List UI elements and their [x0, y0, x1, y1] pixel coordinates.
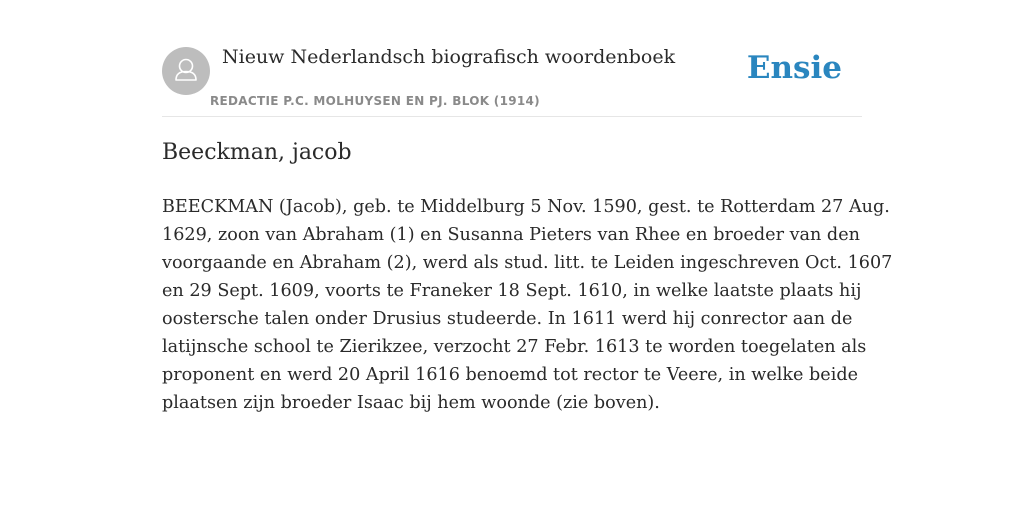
entry-text-line: en 29 Sept. 1609, voorts te Franeker 18 Sept. 1610, in welke laatste plaats hij [162, 281, 862, 301]
editors-subtitle: REDACTIE P.C. MOLHUYSEN EN PJ. BLOK (1914) [210, 94, 540, 108]
entry-body [162, 193, 893, 417]
entry-text-line: plaatsen zijn broeder Isaac bij hem woonde (zie boven). [162, 393, 660, 413]
entry-text-line: proponent en werd 20 April 1616 benoemd tot rector te Veere, in welke beide [162, 365, 859, 385]
entry-text-line: oostersche talen onder Drusius studeerde. In 1611 werd hij conrector aan de [162, 309, 853, 329]
brand-logo-link[interactable]: Ensie [746, 50, 842, 86]
entry-text-line: 1629, zoon van Abraham (1) en Susanna Pieters van Rhee en broeder van den [162, 225, 860, 245]
user-icon [162, 47, 210, 95]
entry-text-line: latijnsche school te Zierikzee, verzocht 27 Febr. 1613 te worden toegelaten als [162, 337, 867, 357]
book-title: Nieuw Nederlandsch biografisch woordenboek [222, 46, 676, 68]
entry-text-line: BEECKMAN (Jacob), geb. te Middelburg 5 Nov. 1590, gest. te Rotterdam 27 Aug. [162, 197, 890, 217]
header [162, 40, 862, 117]
entry-text-line: voorgaande en Abraham (2), werd als stud. litt. te Leiden ingeschreven Oct. 1607 [162, 253, 893, 273]
entry-title: Beeckman, jacob [162, 140, 352, 165]
